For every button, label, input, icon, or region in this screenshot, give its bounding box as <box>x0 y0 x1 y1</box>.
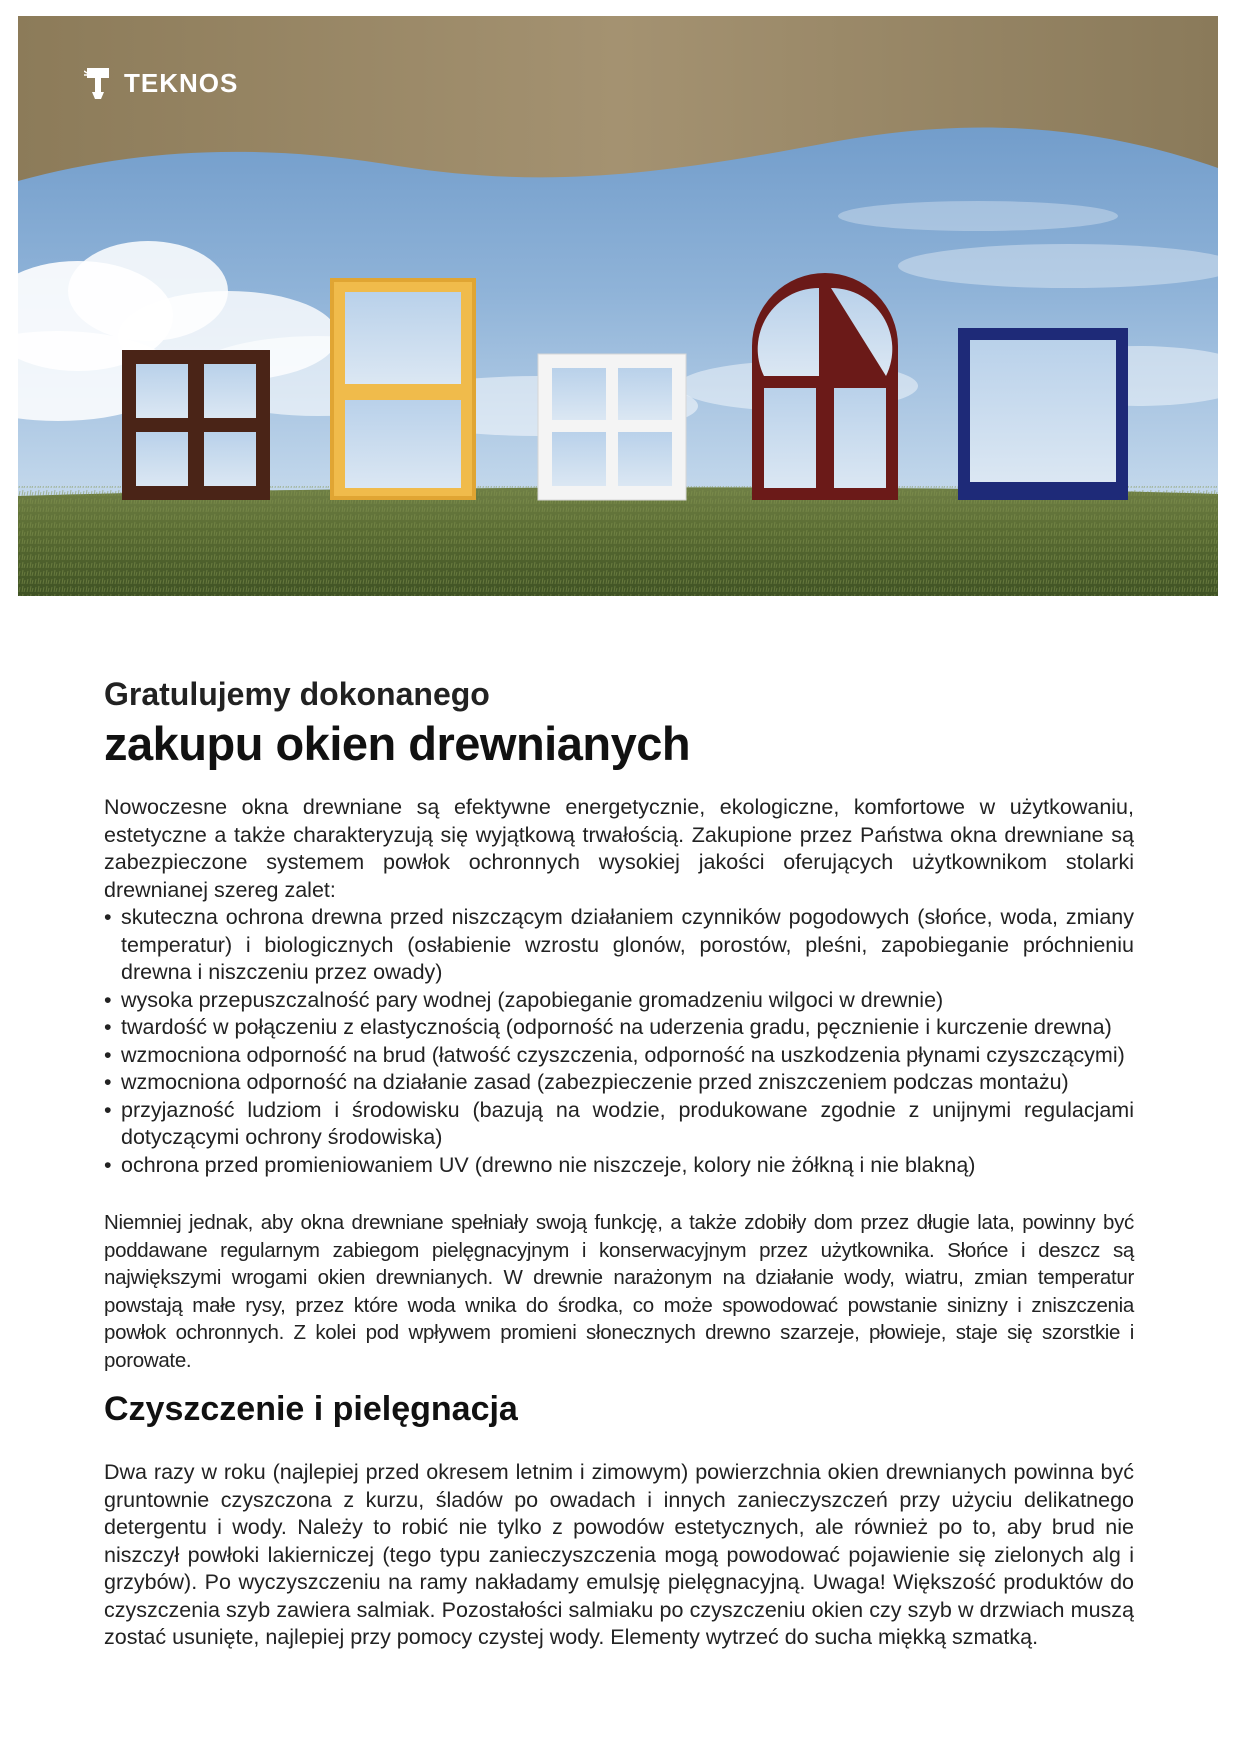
yellow-sash-window <box>330 278 476 500</box>
bullet-icon: • <box>104 1152 112 1177</box>
benefits-list <box>104 904 1134 1179</box>
benefit-text: twardość w połączeniu z elastycznością (odporność na uderzenia gradu, pęcznienie i kurczenie drewna) <box>121 1015 1112 1039</box>
list-item <box>104 1014 1134 1042</box>
bullet-icon: • <box>104 1070 112 1094</box>
maintenance-paragraph: Niemniej jednak, aby okna drewniane spełniały swoją funkcję, a także zdobiły dom przez długie lata, powinny być poddawane regularnym zabiegom pielęgnacyjnym i konserwacyjnym przez użytkownika. Słońce i deszcz są największymi wrogami okien drewnianych. W drewnie narażonym na działanie wody, wiatru, zmian temperatur powstają małe rysy, przez które woda wnika do środka, co może spowodować powstanie sinizny i zniszczenia powłok ochronnych. Z kolei pod wpływem promieni słonecznych drewno szarzeje, płowieje, staje się szorstkie i porowate. <box>104 1211 1134 1372</box>
dark-brown-four-pane-window <box>122 350 270 500</box>
hero-illustration <box>18 16 1218 596</box>
list-item <box>104 904 1134 987</box>
intro-paragraph: Nowoczesne okna drewniane są efektywne energetycznie, ekologiczne, komfortowe w użytkowaniu, estetyczne a także charakteryzują się wyjątkową trwałością. Zakupione przez Państwa okna drewniane są zabezpieczone systemem powłok ochronnych wysokiej jakości oferujących użytkownikom stolarki drewnianej szereg zalet: <box>104 795 1134 902</box>
subheading: Gratulujemy dokonanego <box>104 676 490 712</box>
benefit-text: przyjazność ludziom i środowisku (bazują na wodzie, produkowane zgodnie z unijnymi regulacjami dotyczącymi ochrony środowiska) <box>121 1097 1134 1149</box>
bullet-icon: • <box>104 905 112 929</box>
page-title: zakupu okien drewnianych <box>104 717 691 770</box>
list-item <box>104 987 1134 1015</box>
bullet-icon: • <box>104 1097 112 1122</box>
benefit-text: wysoka przepuszczalność pary wodnej (zapobieganie gromadzeniu wilgoci w drewnie) <box>121 987 944 1012</box>
list-item <box>104 1097 1134 1152</box>
white-four-pane-window <box>538 354 686 500</box>
grass-field <box>18 486 1218 596</box>
section-title: Czyszczenie i pielęgnacja <box>104 1390 518 1428</box>
blue-single-pane-window <box>958 328 1128 500</box>
bullet-icon: • <box>104 1042 112 1067</box>
bullet-icon: • <box>104 1015 112 1039</box>
brand-logo <box>84 66 238 100</box>
list-item <box>104 1069 1134 1097</box>
red-arched-window <box>752 273 898 500</box>
benefit-text: wzmocniona odporność na brud (łatwość czyszczenia, odporność na uszkodzenia płynami czyszczącymi) <box>121 1042 1125 1067</box>
list-item <box>104 1042 1134 1070</box>
brand-name: TEKNOS <box>124 67 239 98</box>
benefit-text: ochrona przed promieniowaniem UV (drewno nie niszczeje, kolory nie żółkną i nie blakną) <box>121 1152 976 1177</box>
benefit-text: wzmocniona odporność na działanie zasad (zabezpieczenie przed zniszczeniem podczas montażu) <box>121 1070 1069 1094</box>
cleaning-paragraph: Dwa razy w roku (najlepiej przed okresem letnim i zimowym) powierzchnia okien drewnianych powinna być gruntownie czyszczona z kurzu, śladów po owadach i innych zanieczyszczeń przy użyciu delikatnego detergentu i wody. Należy to robić nie tylko z powodów estetycznych, ale również po to, aby brud nie niszczył powłoki lakierniczej (tego typu zanieczyszczenia mogą powodować pojawienie się zielonych alg i grzybów). Po wyczyszczeniu na ramy nakładamy emulsję pielęgnacyjną. Uwaga! Większość produktów do czyszczenia szyb zawiera salmiak. Pozostałości salmiaku po czyszczeniu okien czy szyb w drzwiach muszą zostać usunięte, najlepiej przy pomocy czystej wody. Elementy wytrzeć do sucha miękką szmatką. <box>104 1460 1134 1649</box>
benefit-text: skuteczna ochrona drewna przed niszczącym działaniem czynników pogodowych (słońce, woda, zmiany temperatur) i biologicznych (osłabienie wzrostu glonów, porostów, pleśni, zapobieganie próchnieniu drewna i niszczeniu przez owady) <box>121 905 1134 984</box>
bullet-icon: • <box>104 987 112 1012</box>
teknos-logo-icon <box>84 66 114 100</box>
list-item <box>104 1152 1134 1180</box>
hero-banner <box>18 16 1218 596</box>
